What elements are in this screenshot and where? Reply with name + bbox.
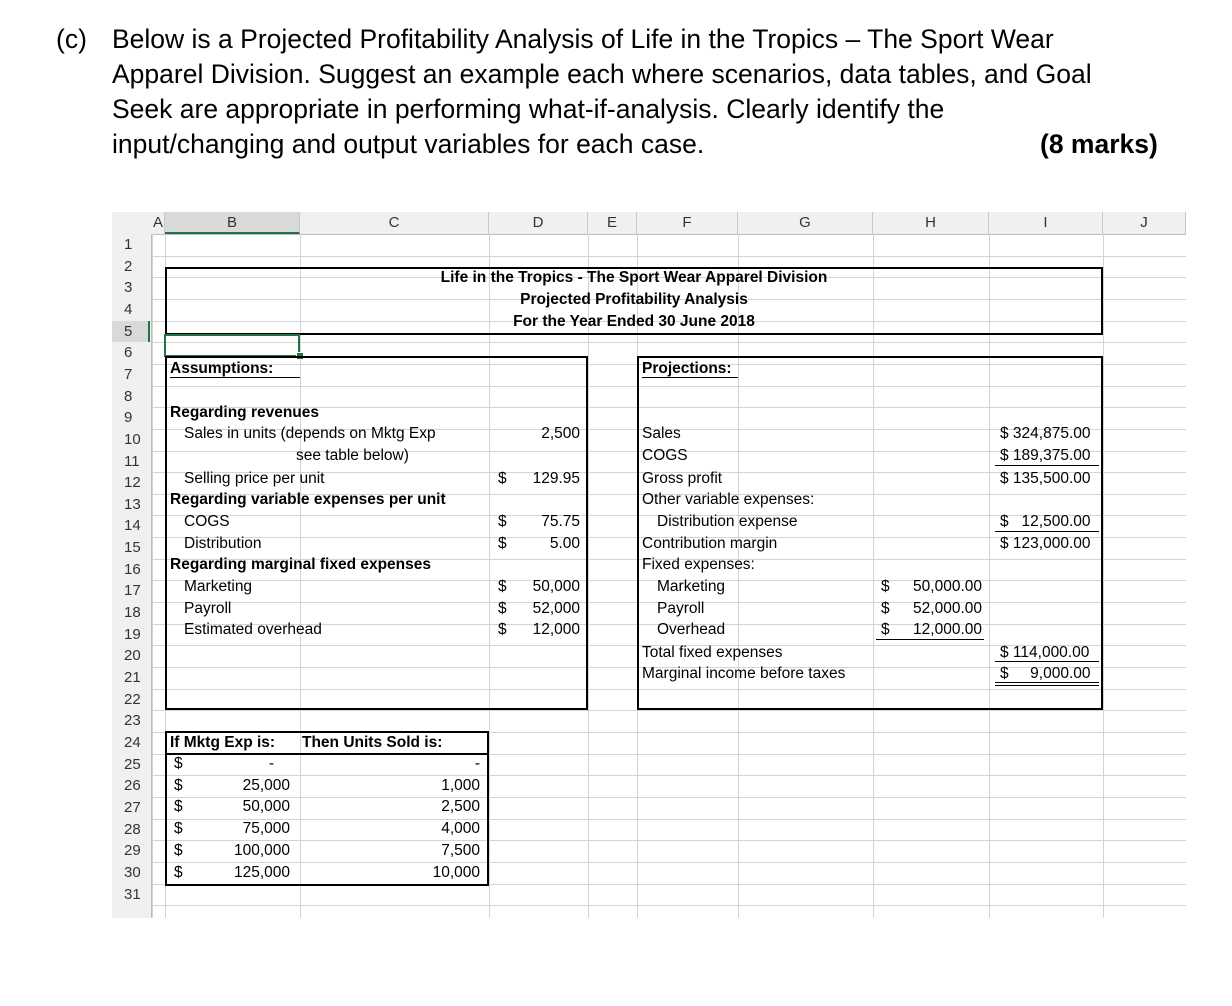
spreadsheet[interactable] <box>112 212 1186 918</box>
proj-overhead-currency: $ <box>881 621 890 638</box>
other-var-exp-label: Other variable expenses: <box>642 491 815 508</box>
row-header-6[interactable]: 6 <box>124 344 133 362</box>
overhead-underline <box>876 639 984 640</box>
fixed-exp-heading: Regarding marginal fixed expenses <box>170 556 432 573</box>
lookup-units-sold: - <box>474 755 480 772</box>
row-header-1[interactable]: 1 <box>124 236 133 253</box>
question-line-2: Apparel Division. Suggest an example each where scenarios, data tables, and Goal <box>112 59 1092 89</box>
row-header-10[interactable]: 10 <box>124 430 141 448</box>
proj-marketing-label: Marketing <box>657 578 726 595</box>
row-header-26[interactable]: 26 <box>124 777 141 795</box>
units-label: Sales in units (depends on Mktg Exp <box>184 425 436 442</box>
lookup-mktg-exp: 75,000 <box>242 820 290 838</box>
fixed-expenses-label: Fixed expenses: <box>642 556 755 573</box>
column-header-i[interactable]: I <box>989 212 1103 234</box>
units-label-cont: see table below) <box>296 447 409 464</box>
row-header-13[interactable]: 13 <box>124 495 141 513</box>
lookup-mktg-exp: 25,000 <box>242 776 290 794</box>
proj-overhead-label: Overhead <box>657 621 726 638</box>
proj-cogs-label: COGS <box>642 447 688 464</box>
column-header-d[interactable]: D <box>489 212 588 234</box>
row-header-2[interactable]: 2 <box>124 257 133 275</box>
row-header-14[interactable]: 14 <box>124 517 141 535</box>
lookup-currency: $ <box>174 820 183 838</box>
proj-overhead-value: 12,000.00 <box>913 621 982 638</box>
row-header-29[interactable]: 29 <box>124 842 141 860</box>
row-header-30[interactable]: 30 <box>124 863 141 881</box>
gridline-h <box>152 710 1186 711</box>
row-header-5[interactable]: 5 <box>112 321 150 343</box>
total-fixed-label: Total fixed expenses <box>642 644 783 661</box>
marketing-value: 50,000 <box>532 578 580 595</box>
price-label: Selling price per unit <box>184 470 325 487</box>
revenues-heading: Regarding revenues <box>170 404 320 421</box>
row-header-25[interactable]: 25 <box>124 755 141 773</box>
lookup-units-sold: 2,500 <box>441 798 480 816</box>
row-header-8[interactable]: 8 <box>124 387 133 405</box>
marginal-income-underline-1 <box>995 682 1099 683</box>
column-header-g[interactable]: G <box>738 212 873 234</box>
report-subtitle: Projected Profitability Analysis <box>520 291 748 308</box>
row-header-19[interactable]: 19 <box>124 625 141 643</box>
distribution-label: Distribution <box>184 535 262 552</box>
row-header-11[interactable]: 11 <box>124 452 140 470</box>
proj-payroll-value: 52,000.00 <box>913 600 982 617</box>
proj-marketing-currency: $ <box>881 578 890 595</box>
projections-heading: Projections: <box>642 360 732 377</box>
lookup-mktg-exp: 125,000 <box>233 863 290 881</box>
column-header-h[interactable]: H <box>873 212 989 234</box>
proj-cogs-value: $ 189,375.00 <box>1000 447 1091 464</box>
marginal-income-underline-2 <box>995 685 1099 686</box>
gross-profit-label: Gross profit <box>642 470 723 487</box>
row-header-23[interactable]: 23 <box>124 712 141 730</box>
lookup-mktg-exp: 50,000 <box>242 798 290 816</box>
row-header-7[interactable]: 7 <box>124 365 133 383</box>
payroll-currency: $ <box>498 600 507 617</box>
cogs-label: COGS <box>184 513 230 530</box>
lookup-currency: $ <box>174 755 183 772</box>
lookup-units-sold: 7,500 <box>441 841 480 859</box>
price-currency: $ <box>498 470 507 487</box>
payroll-value: 52,000 <box>532 600 580 617</box>
row-header-20[interactable]: 20 <box>124 647 141 665</box>
proj-payroll-currency: $ <box>881 600 890 617</box>
gridline-h <box>152 905 1186 906</box>
lookup-units-sold: 10,000 <box>432 863 480 881</box>
price-value: 129.95 <box>532 470 580 487</box>
overhead-currency: $ <box>498 621 507 638</box>
dist-underline <box>995 531 1099 532</box>
distribution-value: 5.00 <box>549 535 580 552</box>
column-header-a[interactable]: A <box>152 212 165 234</box>
sales-value: $ 324,875.00 <box>1000 425 1091 442</box>
question-line-1: Below is a Projected Profitability Analysis of Life in the Tropics – The Sport Wear <box>112 24 1054 54</box>
report-period: For the Year Ended 30 June 2018 <box>513 313 755 330</box>
proj-marketing-value: 50,000.00 <box>913 578 982 595</box>
column-headers <box>112 212 1186 235</box>
column-header-b[interactable]: B <box>165 212 300 234</box>
cogs-currency: $ <box>498 513 507 530</box>
projections-heading-underline <box>642 377 738 378</box>
gridline-v <box>152 234 153 918</box>
row-header-21[interactable]: 21 <box>124 669 141 686</box>
units-value: 2,500 <box>541 425 580 442</box>
row-header-22[interactable]: 22 <box>124 690 141 708</box>
question-line-3: Seek are appropriate in performing what-if-analysis. Clearly identify the <box>112 94 945 124</box>
marketing-label: Marketing <box>184 578 253 595</box>
column-header-e[interactable]: E <box>588 212 637 234</box>
gridline-v <box>588 234 589 918</box>
row-header-12[interactable]: 12 <box>124 474 141 492</box>
lookup-col2-header: Then Units Sold is: <box>302 734 443 751</box>
marketing-currency: $ <box>498 578 507 595</box>
lookup-currency: $ <box>174 841 183 859</box>
row-header-4[interactable]: 4 <box>124 300 133 318</box>
lookup-currency: $ <box>174 863 183 881</box>
column-header-j[interactable]: J <box>1103 212 1186 234</box>
gridline-h <box>152 342 1186 343</box>
lookup-col1-header: If Mktg Exp is: <box>170 734 276 751</box>
column-header-c[interactable]: C <box>300 212 489 234</box>
gridline-h <box>152 256 1186 257</box>
row-header-16[interactable]: 16 <box>124 560 141 578</box>
row-header-27[interactable]: 27 <box>124 798 141 816</box>
overhead-label: Estimated overhead <box>184 621 322 638</box>
question-line-4: input/changing and output variables for each case. <box>112 129 705 159</box>
contribution-margin-value: $ 123,000.00 <box>1000 535 1091 552</box>
row-header-24[interactable]: 24 <box>124 733 141 751</box>
gross-profit-value: $ 135,500.00 <box>1000 470 1091 487</box>
marginal-income-value: $ 9,000.00 <box>1000 665 1091 682</box>
row-header-18[interactable]: 18 <box>124 604 141 622</box>
row-header-15[interactable]: 15 <box>124 539 141 557</box>
assumptions-heading-underline <box>170 377 300 378</box>
sales-label: Sales <box>642 425 681 442</box>
selected-cell-b5[interactable] <box>164 334 300 357</box>
row-header-9[interactable]: 9 <box>124 409 133 427</box>
lookup-currency: $ <box>174 776 183 794</box>
lookup-currency: $ <box>174 798 183 816</box>
lookup-mktg-exp: 100,000 <box>233 841 290 859</box>
variable-exp-heading: Regarding variable expenses per unit <box>170 491 446 508</box>
row-header-3[interactable]: 3 <box>124 279 133 297</box>
distribution-currency: $ <box>498 535 507 552</box>
proj-payroll-label: Payroll <box>657 600 705 617</box>
column-header-f[interactable]: F <box>637 212 738 234</box>
row-header-28[interactable]: 28 <box>124 820 141 838</box>
lookup-units-sold: 1,000 <box>441 776 480 794</box>
contribution-margin-label: Contribution margin <box>642 535 778 552</box>
row-header-17[interactable]: 17 <box>124 582 141 600</box>
dist-expense-value: $ 12,500.00 <box>1000 513 1091 530</box>
cogs-underline <box>995 465 1099 466</box>
row-headers <box>112 234 152 918</box>
lookup-units-sold: 4,000 <box>441 820 480 838</box>
total-fixed-underline <box>995 661 1099 662</box>
lookup-mktg-exp: - <box>268 755 274 772</box>
overhead-value: 12,000 <box>532 621 580 638</box>
report-title: Life in the Tropics - The Sport Wear Apparel Division <box>440 269 828 286</box>
gridline-v <box>1103 234 1104 918</box>
assumptions-heading: Assumptions: <box>170 360 274 377</box>
payroll-label: Payroll <box>184 600 232 617</box>
question-number: (c) <box>56 24 87 54</box>
question-marks: (8 marks) <box>1040 129 1158 159</box>
dist-expense-label: Distribution expense <box>657 513 798 530</box>
row-header-31[interactable]: 31 <box>124 885 141 903</box>
cogs-value: 75.75 <box>541 513 580 530</box>
marginal-income-label: Marginal income before taxes <box>642 665 846 682</box>
total-fixed-value: $ 114,000.00 <box>1000 644 1090 661</box>
